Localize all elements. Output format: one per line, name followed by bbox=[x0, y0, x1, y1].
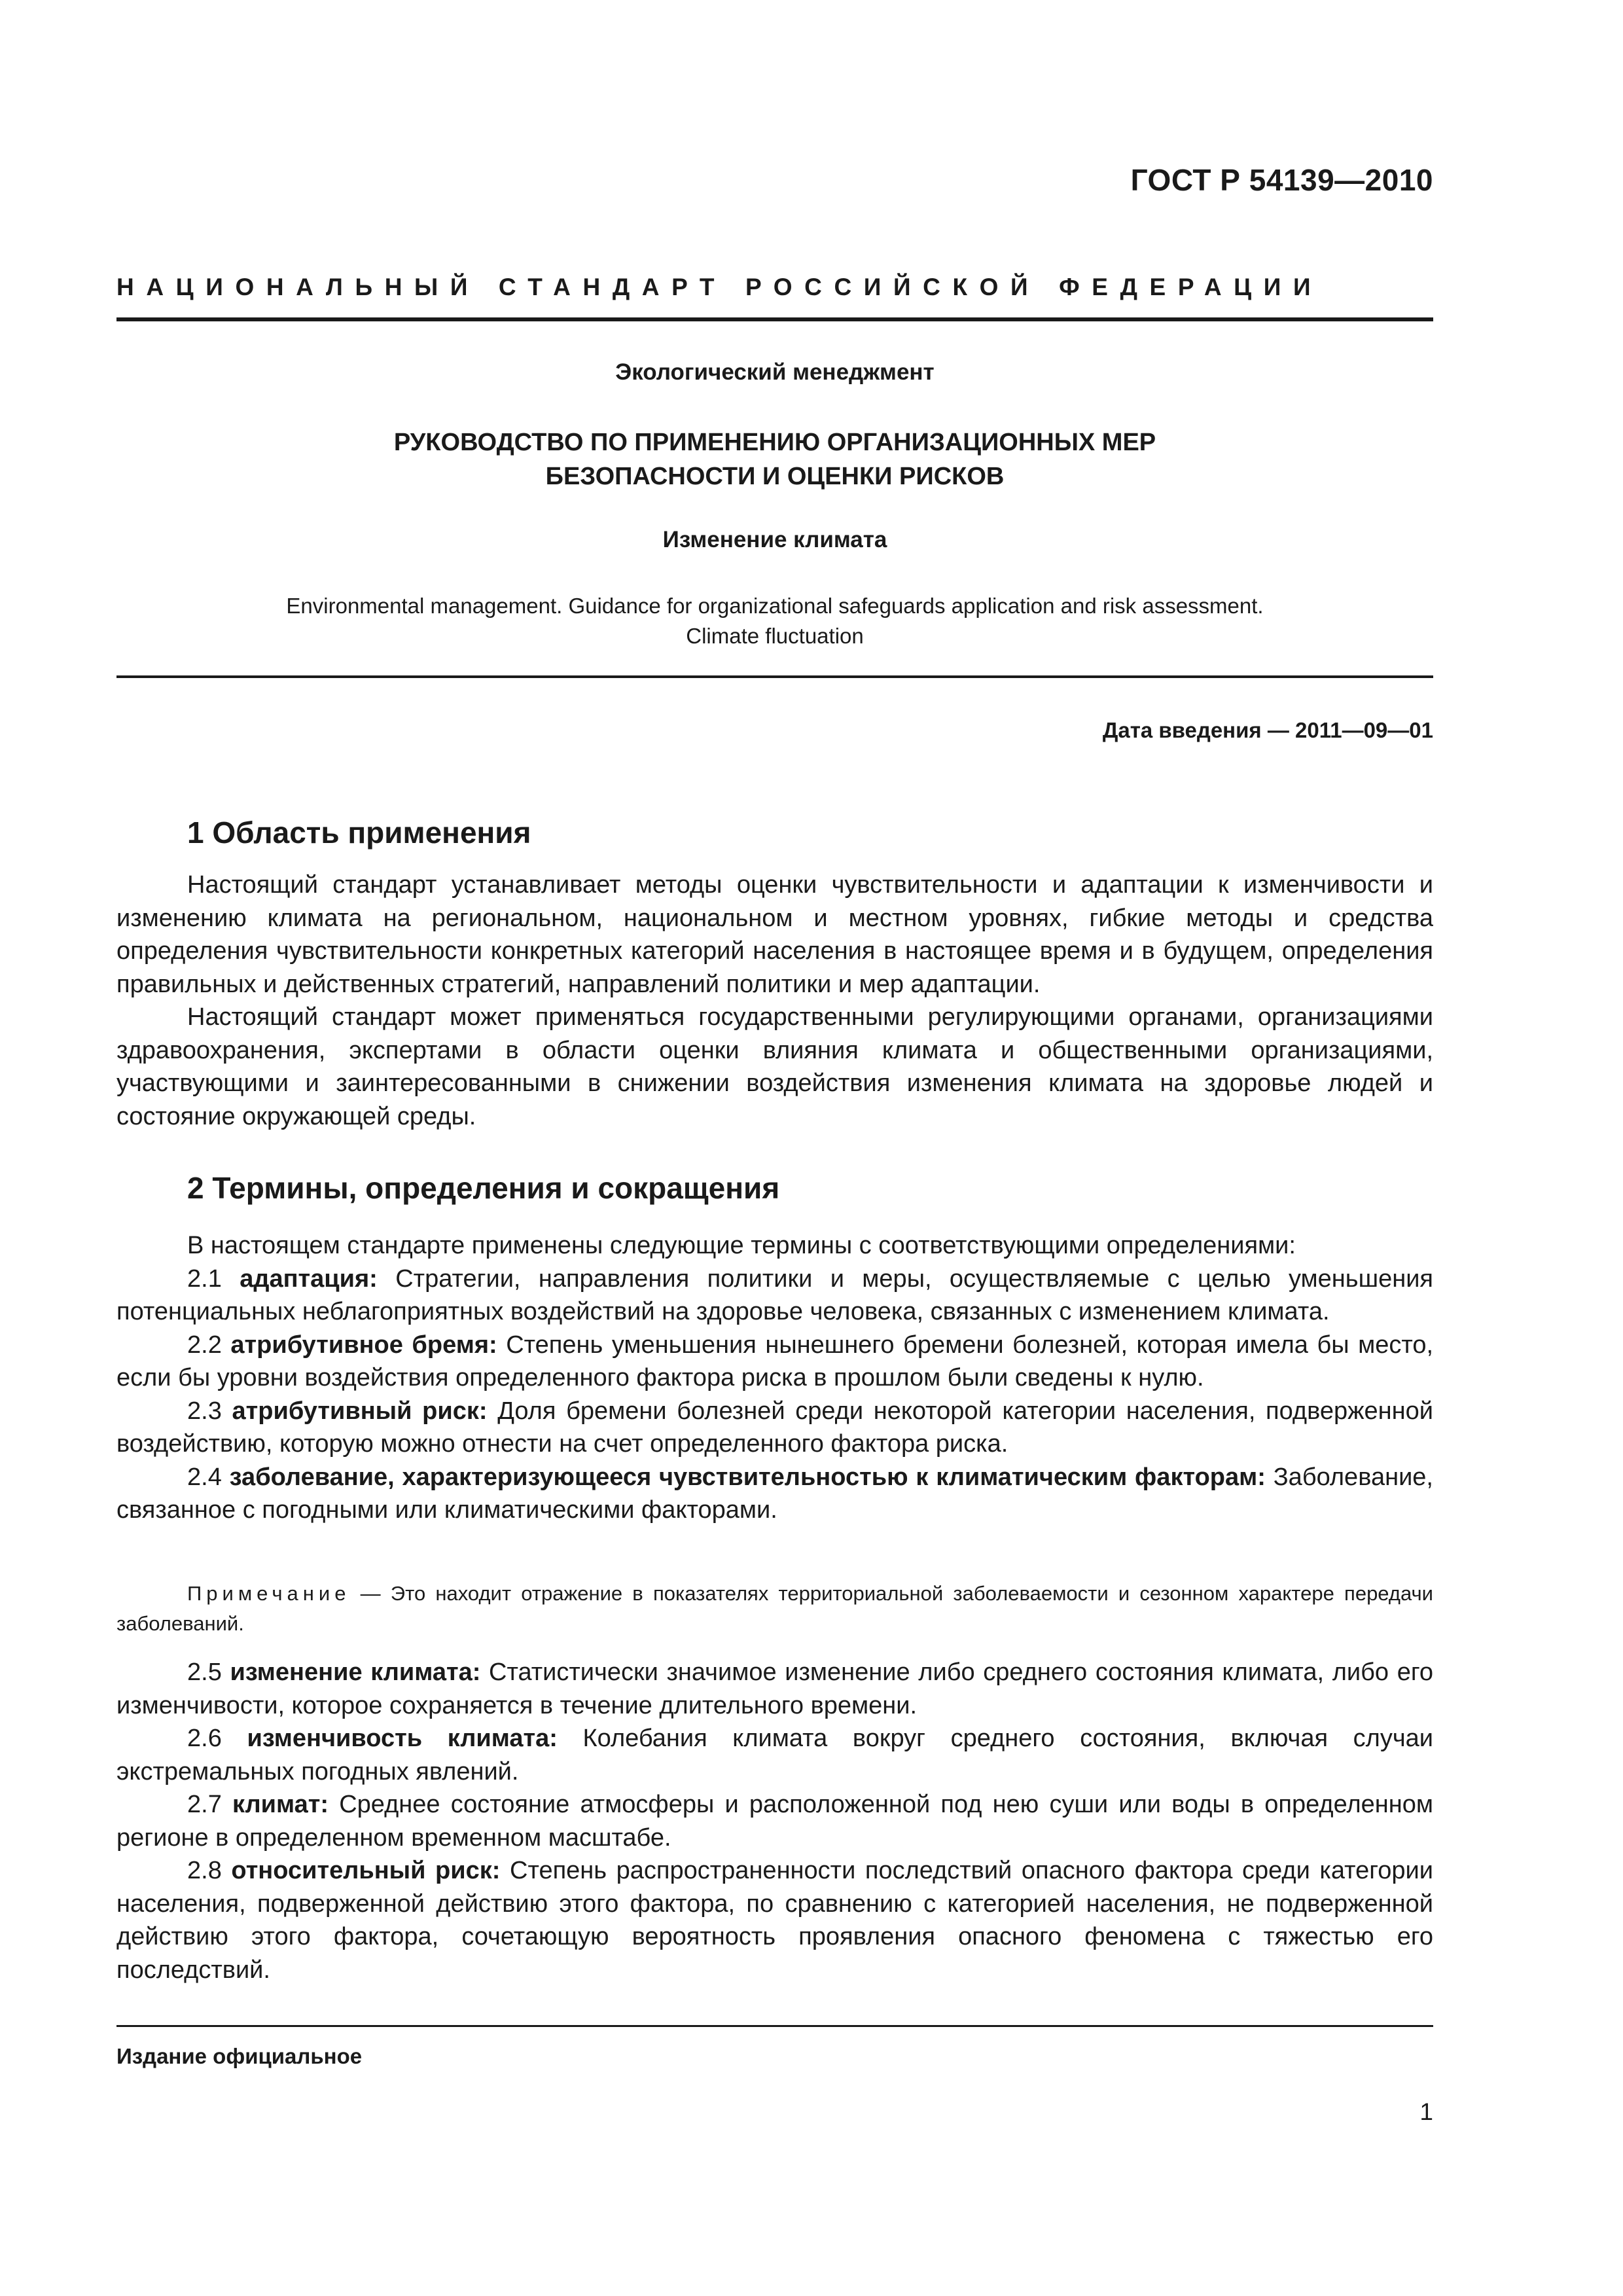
note bbox=[116, 1579, 1433, 1639]
term-definition: Заболевание, связанное с погодными или климатическими факторами. bbox=[116, 1463, 1433, 1524]
document-title-line-2: БЕЗОПАСНОСТИ И ОЦЕНКИ РИСКОВ bbox=[545, 463, 1005, 490]
document-page bbox=[116, 0, 1433, 2296]
english-title-line-1: Environmental management. Guidance for organizational safeguards application and risk assessment. bbox=[286, 594, 1264, 618]
section-1-body bbox=[116, 869, 1433, 1133]
term-number: 2.3 bbox=[187, 1397, 222, 1425]
english-title-line-2: Climate fluctuation bbox=[686, 624, 864, 648]
term-name: адаптация: bbox=[240, 1265, 378, 1293]
section-2-heading: 2 Термины, определения и сокращения bbox=[187, 1171, 780, 1205]
term-name: климат: bbox=[232, 1791, 329, 1818]
term-definition: Доля бремени болезней среди некоторой категории населения, подверженной воздействию, которую можно отнести на счет определенного фактора риска. bbox=[116, 1397, 1433, 1458]
term-definition: Колебания климата вокруг среднего состояния, включая случаи экстремальных погодных явлений. bbox=[116, 1725, 1434, 1785]
section-1-paragraph: Настоящий стандарт может применяться государственными регулирующими органами, организациями здравоохранения, экспертами в области оценки влияния климата и общественными организациями, участвующими и заинтересованными в снижении воздействия изменения климата на здоровье людей и состояние окружающей среды. bbox=[116, 1003, 1433, 1130]
section-1-paragraph: Настоящий стандарт устанавливает методы оценки чувствительности и адаптации к изменчивости и изменению климата на региональном, национальном и местном уровнях, гибкие методы и средства определения чувствительности конкретных категорий населения в настоящее время и в будущем, определения правильных и действенных стратегий, направлений политики и мер адаптации. bbox=[116, 871, 1433, 998]
note-label: Примечание bbox=[187, 1582, 351, 1605]
section-1-heading: 1 Область применения bbox=[187, 816, 531, 850]
term-name: заболевание, характеризующееся чувствительностью к климатическим факторам: bbox=[229, 1463, 1266, 1491]
term-definition: Статистически значимое изменение либо среднего состояния климата, либо его изменчивости, которое сохраняется в течение длительного времени. bbox=[116, 1659, 1433, 1719]
term-name: изменение климата: bbox=[230, 1659, 481, 1686]
introduction-date: Дата введения — 2011—09—01 bbox=[1102, 718, 1433, 742]
header-divider bbox=[116, 317, 1433, 321]
note-text: — Это находит отражение в показателях территориальной заболеваемости и сезонном характере передачи заболеваний. bbox=[116, 1582, 1433, 1635]
document-title bbox=[116, 425, 1433, 493]
term-number: 2.5 bbox=[187, 1659, 222, 1686]
term-entry bbox=[116, 1722, 1433, 1788]
term-definition: Стратегии, направления политики и меры, осуществляемые с целью уменьшения потенциальных неблагоприятных воздействий на здоровье человека, связанных с изменением климата. bbox=[116, 1265, 1433, 1325]
term-entry bbox=[116, 1461, 1433, 1527]
term-entry bbox=[116, 1263, 1433, 1329]
term-name: атрибутивное бремя: bbox=[230, 1331, 497, 1359]
term-name: относительный риск: bbox=[231, 1857, 501, 1884]
page-number: 1 bbox=[1419, 2098, 1433, 2125]
term-number: 2.8 bbox=[187, 1857, 222, 1884]
term-name: изменчивость климата: bbox=[247, 1725, 558, 1752]
term-definition: Степень уменьшения нынешнего бремени болезней, которая имела бы место, если бы уровни воздействия определенного фактора риска в прошлом были сведены к нулю. bbox=[116, 1331, 1434, 1391]
term-number: 2.7 bbox=[187, 1791, 222, 1818]
english-title bbox=[116, 591, 1433, 651]
term-entry bbox=[116, 1656, 1433, 1722]
footer-divider bbox=[116, 2025, 1433, 2027]
term-number: 2.4 bbox=[187, 1463, 222, 1491]
section-2-terms-part-2 bbox=[116, 1656, 1433, 1986]
national-standard-banner: НАЦИОНАЛЬНЫЙ СТАНДАРТ РОССИЙСКОЙ ФЕДЕРАЦИИ bbox=[116, 274, 1323, 300]
term-number: 2.6 bbox=[187, 1725, 222, 1752]
document-subject: Экологический менеджмент bbox=[615, 359, 935, 385]
title-divider bbox=[116, 675, 1433, 678]
term-entry bbox=[116, 1395, 1433, 1461]
term-entry bbox=[116, 1329, 1433, 1395]
section-2-terms-part-1 bbox=[116, 1229, 1433, 1527]
document-subtitle: Изменение климата bbox=[662, 527, 887, 552]
term-number: 2.2 bbox=[187, 1331, 222, 1359]
document-code: ГОСТ Р 54139—2010 bbox=[1130, 163, 1433, 197]
section-2-intro: В настоящем стандарте применены следующие термины с соответствующими определениями: bbox=[187, 1232, 1296, 1259]
edition-label: Издание официальное bbox=[116, 2044, 363, 2068]
term-name: атрибутивный риск: bbox=[232, 1397, 488, 1425]
term-definition: Среднее состояние атмосферы и расположенной под нею суши или воды в определенном регионе в определенном временном масштабе. bbox=[116, 1791, 1433, 1852]
term-entry bbox=[116, 1788, 1433, 1854]
term-number: 2.1 bbox=[187, 1265, 222, 1293]
term-definition: Степень распространенности последствий опасного фактора среди категории населения, подверженной действию этого фактора, по сравнению с категорией населения, не подверженной действию этого фактора, сочетающую вероятность проявления опасного феномена с тяжестью его последствий. bbox=[116, 1857, 1434, 1984]
term-entry bbox=[116, 1854, 1433, 1986]
document-title-line-1: РУКОВОДСТВО ПО ПРИМЕНЕНИЮ ОРГАНИЗАЦИОННЫХ МЕР bbox=[393, 429, 1156, 456]
